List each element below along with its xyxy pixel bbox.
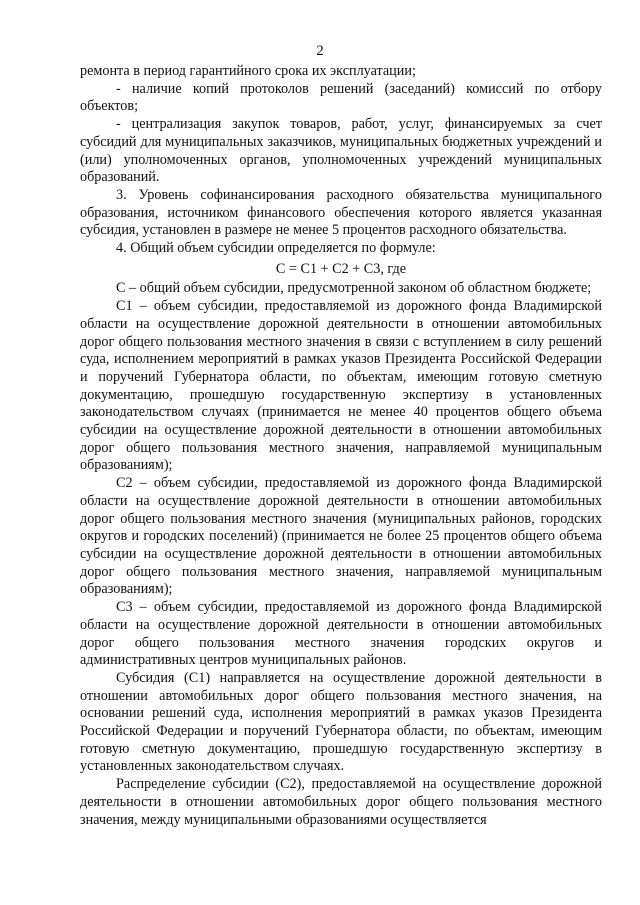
paragraph-continuation: ремонта в период гарантийного срока их эксплуатации; bbox=[80, 63, 416, 79]
paragraph-c1-purpose: Субсидия (С1) направляется на осуществление дорожной деятельности в отношении автомобильных дорог общего пользования местного значения, на основании решений суда, исполнения мероприятий в рамках указов Президента Российской Федерации и поручений Губернатора области, по объектам, имеющим готовую сметную документацию, прошедшую государственную экспертизу в установленных законодательством случаях. bbox=[80, 669, 602, 775]
formula: С = С1 + С2 + С3, где bbox=[275, 260, 407, 277]
paragraph-protocols: - наличие копий протоколов решений (заседаний) комиссий по отбору объектов; bbox=[80, 80, 602, 115]
paragraph-formula-intro: 4. Общий объем субсидии определяется по формуле: bbox=[116, 240, 436, 257]
paragraph-c2-distribution: Распределение субсидии (С2), предоставляемой на осуществление дорожной деятельности в отношении автомобильных дорог общего пользования местного значения, между муниципальными образованиями осуществляется bbox=[80, 776, 602, 828]
paragraph-c1-definition: С1 – объем субсидии, предоставляемой из дорожного фонда Владимирской области на осуществление дорожной деятельности в отношении автомобильных дорог общего пользования местного значения в связи с вступлением в силу решений суда, исполнением мероприятий в рамках указов Президента Российской Федерации и поручений Губернатора области, по объектам, имеющим готовую сметную документацию, прошедшую государственную экспертизу в установленных законодательством случаях (принимается не менее 40 процентов общего объема субсидии на осуществление дорожной деятельности в отношении автомобильных дорог общего пользования местного значения, направляемой муниципальным образованиям); bbox=[80, 298, 602, 474]
document-body bbox=[80, 63, 602, 829]
paragraph-procurement: - централизация закупок товаров, работ, услуг, финансируемых за счет субсидий для муниципальных заказчиков, муниципальных бюджетных учреждений и (или) уполномоченных органов, уполномоченных учреждений муниципальных образований. bbox=[80, 116, 602, 186]
paragraph-c3-definition: С3 – объем субсидии, предоставляемой из дорожного фонда Владимирской области на осуществление дорожной деятельности в отношении автомобильных дорог общего пользования местного значения городских округов и административных центров муниципальных районов. bbox=[80, 599, 602, 669]
paragraph-cofinancing: 3. Уровень софинансирования расходного обязательства муниципального образования, источником финансового обеспечения которого является указанная субсидия, установлен в размере не менее 5 процентов расходного обязательства. bbox=[80, 186, 602, 239]
page-number: 2 bbox=[316, 43, 324, 59]
paragraph-c-definition: С – общий объем субсидии, предусмотренной законом об областном бюджете; bbox=[116, 280, 592, 297]
paragraph-c2-definition: С2 – объем субсидии, предоставляемой из дорожного фонда Владимирской области на осуществление дорожной деятельности в отношении автомобильных дорог общего пользования местного значения (муниципальных районов, городских округов и городских поселений) (принимается не более 25 процентов общего объема субсидии на осуществление дорожной деятельности в отношении автомобильных дорог общего пользования местного значения, направляемой муниципальным образованиям); bbox=[80, 475, 602, 598]
